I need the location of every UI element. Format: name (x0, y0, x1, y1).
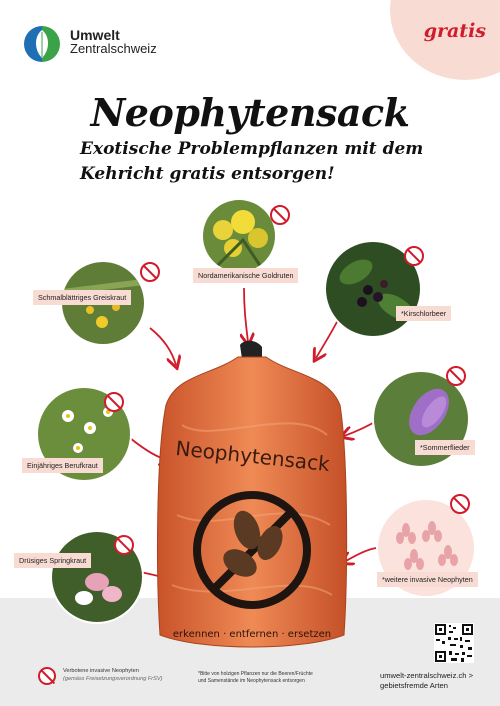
subtitle-line1: Exotische Problempflanzen mit dem (80, 139, 424, 159)
brand-name-line1: Umwelt (70, 27, 120, 43)
bag-bottom-text: erkennen · entfernen · ersetzen (172, 629, 332, 640)
bag-print: Neophytensack (174, 436, 331, 477)
label-cherry-laurel: *Kirschlorbeer (396, 306, 451, 321)
prohibited-icon (404, 246, 424, 266)
gratis-badge: gratis (423, 20, 486, 42)
label-ragwort: Schmalblättriges Greiskraut (33, 290, 131, 305)
legend-prohibited-icon (38, 667, 56, 685)
neophyte-bag-image (152, 335, 352, 655)
note-line1: *Bitte von holzigen Pflanzen nur die Beeren/Früchte (198, 671, 313, 677)
label-butterfly-bush: *Sommerflieder (415, 440, 475, 455)
prohibited-icon (140, 262, 160, 282)
label-other-neophytes: *weitere invasive Neophyten (377, 572, 478, 587)
prohibited-icon (114, 535, 134, 555)
arrow-goldenrod (244, 288, 248, 342)
brand-name-line2: Zentralschweiz (70, 41, 157, 56)
prohibited-icon (446, 366, 466, 386)
website-url[interactable]: umwelt-zentralschweiz.ch > (380, 671, 474, 680)
website-link[interactable] (380, 671, 473, 691)
website-subtext: gebietsfremde Arten (380, 681, 448, 690)
label-goldenrod: Nordamerikanische Goldruten (193, 268, 298, 283)
page-title: Neophytensack (90, 90, 410, 135)
goldenrod-photo (203, 200, 275, 272)
prohibited-icon (450, 494, 470, 514)
prohibited-icon (270, 205, 290, 225)
qr-code-icon[interactable] (434, 623, 474, 663)
subtitle-line2: Kehricht gratis entsorgen! (80, 164, 335, 184)
footer-legend (63, 667, 162, 683)
legend-subtitle: (gemäss Freisetzungsverordnung FrSV) (63, 676, 163, 682)
footer-note (198, 671, 313, 685)
label-balsam: Drüsiges Springkraut (14, 553, 91, 568)
legend-title: Verbotene invasive Neophyten (63, 668, 139, 674)
label-fleabane: Einjähriges Berufkraut (22, 458, 103, 473)
note-line2: und Samenstände im Neophytensack entsorgen (198, 678, 305, 684)
prohibited-icon (104, 392, 124, 412)
